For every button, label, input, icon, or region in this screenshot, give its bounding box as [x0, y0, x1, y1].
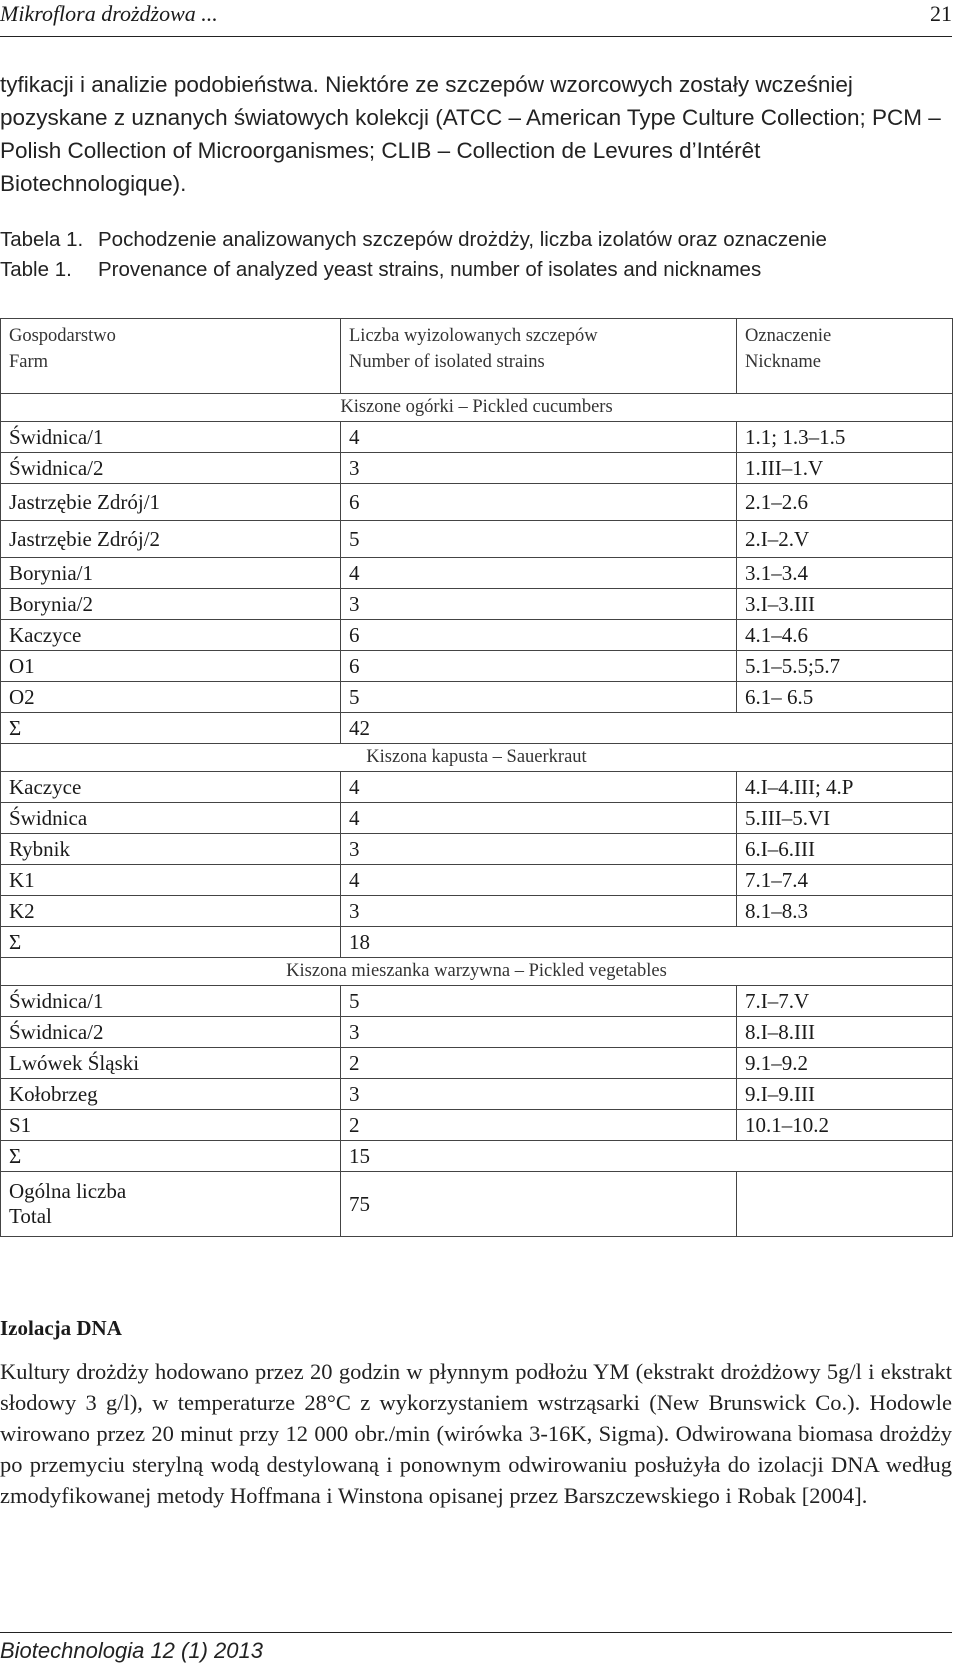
table-row — [1, 620, 953, 651]
cell-farm: Jastrzębie Zdrój/1 — [1, 484, 341, 521]
total-row — [1, 1172, 953, 1237]
sum-empty — [737, 927, 953, 958]
table-row — [1, 1017, 953, 1048]
cell-farm: K1 — [1, 865, 341, 896]
sum-row — [1, 713, 953, 744]
cell-farm: O2 — [1, 682, 341, 713]
cell-farm: Świdnica — [1, 803, 341, 834]
cell-nickname: 9.I–9.III — [737, 1079, 953, 1110]
cell-nickname: 8.1–8.3 — [737, 896, 953, 927]
cell-count: 4 — [341, 865, 737, 896]
table-row — [1, 521, 953, 558]
sum-symbol: Σ — [1, 1141, 341, 1172]
table-row — [1, 986, 953, 1017]
cell-farm: Borynia/1 — [1, 558, 341, 589]
cell-nickname: 7.I–7.V — [737, 986, 953, 1017]
group-header-row — [1, 958, 953, 986]
table-row — [1, 1048, 953, 1079]
table-header-row — [1, 319, 953, 394]
sum-row — [1, 1141, 953, 1172]
cell-count: 5 — [341, 521, 737, 558]
cell-farm: Świdnica/1 — [1, 986, 341, 1017]
header-farm-en: Farm — [9, 352, 49, 372]
total-label-en: Total — [9, 1204, 52, 1228]
cell-count: 4 — [341, 558, 737, 589]
footer-citation: Biotechnologia 12 (1) 2013 — [0, 1638, 263, 1663]
footer-rule — [0, 1632, 952, 1633]
cell-count: 3 — [341, 589, 737, 620]
table-row — [1, 422, 953, 453]
strains-table — [0, 318, 953, 1237]
cell-nickname: 5.1–5.5;5.7 — [737, 651, 953, 682]
cell-farm: K2 — [1, 896, 341, 927]
cell-count: 2 — [341, 1048, 737, 1079]
cell-count: 4 — [341, 422, 737, 453]
caption-text-en: Provenance of analyzed yeast strains, number of isolates and nicknames — [98, 258, 762, 281]
cell-count: 4 — [341, 803, 737, 834]
cell-nickname: 4.1–4.6 — [737, 620, 953, 651]
cell-farm: Kaczyce — [1, 772, 341, 803]
cell-count: 6 — [341, 484, 737, 521]
header-nickname-en: Nickname — [745, 352, 822, 372]
group-title: Kiszona kapusta – Sauerkraut — [1, 744, 953, 772]
running-header — [0, 0, 952, 30]
cell-nickname: 8.I–8.III — [737, 1017, 953, 1048]
table-row — [1, 589, 953, 620]
table-row — [1, 558, 953, 589]
cell-nickname: 6.1– 6.5 — [737, 682, 953, 713]
total-label — [1, 1172, 341, 1237]
cell-count: 5 — [341, 986, 737, 1017]
total-value: 75 — [341, 1172, 737, 1237]
section-heading: Izolacja DNA — [0, 1316, 122, 1340]
sum-empty — [737, 1141, 953, 1172]
cell-nickname: 10.1–10.2 — [737, 1110, 953, 1141]
cell-nickname: 6.I–6.III — [737, 834, 953, 865]
cell-nickname: 2.1–2.6 — [737, 484, 953, 521]
table-row — [1, 803, 953, 834]
cell-count: 3 — [341, 1079, 737, 1110]
table-caption-en — [0, 256, 952, 284]
running-title: Mikroflora drożdżowa ... — [0, 1, 218, 26]
body-paragraph — [0, 1356, 952, 1511]
page-number: 21 — [930, 1, 952, 26]
header-farm — [1, 319, 341, 394]
body-text: Kultury drożdży hodowano przez 20 godzin w płynnym podłożu YM (ekstrakt drożdżowy 5g/l i ekstrakt słodowy 3 g/l), w temperaturze 28°C z wykorzystaniem wstrząsarki (New Brunswick Co.). Hodowle wirowano przez 20 minut przy 12 000 obr./min (wirówka 3-16K, Sigma). Odwirowana biomasa drożdży po przemyciu sterylną wodą destylowaną i ponownym odwirowaniu posłużyła do izolacji DNA według zmodyfikowanej metody Hoffmana i Winstona opisanej przez Barszczewskiego i Robak [2004]. — [0, 1359, 952, 1508]
table-row — [1, 896, 953, 927]
header-nickname-pl: Oznaczenie — [745, 326, 832, 346]
cell-farm: Świdnica/2 — [1, 1017, 341, 1048]
header-nickname — [737, 319, 953, 394]
sum-value: 18 — [341, 927, 737, 958]
cell-count: 5 — [341, 682, 737, 713]
caption-label-pl: Tabela 1. — [0, 228, 84, 251]
cell-farm: Kołobrzeg — [1, 1079, 341, 1110]
header-count — [341, 319, 737, 394]
cell-count: 2 — [341, 1110, 737, 1141]
cell-count: 3 — [341, 1017, 737, 1048]
sum-symbol: Σ — [1, 927, 341, 958]
group-title: Kiszone ogórki – Pickled cucumbers — [1, 394, 953, 422]
table-row — [1, 651, 953, 682]
caption-label-en: Table 1. — [0, 258, 72, 281]
table-row — [1, 772, 953, 803]
total-empty — [737, 1172, 953, 1237]
cell-count: 4 — [341, 772, 737, 803]
cell-nickname: 4.I–4.III; 4.P — [737, 772, 953, 803]
sum-symbol: Σ — [1, 713, 341, 744]
group-header-row — [1, 744, 953, 772]
cell-farm: S1 — [1, 1110, 341, 1141]
sum-value: 42 — [341, 713, 737, 744]
table-row — [1, 865, 953, 896]
cell-nickname: 2.I–2.V — [737, 521, 953, 558]
cell-farm: Świdnica/2 — [1, 453, 341, 484]
cell-farm: Borynia/2 — [1, 589, 341, 620]
header-count-en: Number of isolated strains — [349, 352, 545, 372]
cell-count: 3 — [341, 834, 737, 865]
cell-count: 3 — [341, 453, 737, 484]
cell-nickname: 5.III–5.VI — [737, 803, 953, 834]
cell-nickname: 3.1–3.4 — [737, 558, 953, 589]
table-row — [1, 1110, 953, 1141]
cell-count: 6 — [341, 620, 737, 651]
cell-farm: O1 — [1, 651, 341, 682]
table-row — [1, 484, 953, 521]
total-label-pl: Ogólna liczba — [9, 1179, 127, 1203]
cell-nickname: 1.1; 1.3–1.5 — [737, 422, 953, 453]
header-farm-pl: Gospodarstwo — [9, 326, 116, 346]
cell-nickname: 1.III–1.V — [737, 453, 953, 484]
table-row — [1, 453, 953, 484]
table-row — [1, 1079, 953, 1110]
sum-row — [1, 927, 953, 958]
caption-text-pl: Pochodzenie analizowanych szczepów drożdży, liczba izolatów oraz oznaczenie — [98, 228, 827, 251]
cell-nickname: 3.I–3.III — [737, 589, 953, 620]
group-header-row — [1, 394, 953, 422]
table-caption-pl — [0, 226, 952, 254]
cell-farm: Jastrzębie Zdrój/2 — [1, 521, 341, 558]
cell-nickname: 7.1–7.4 — [737, 865, 953, 896]
header-count-pl: Liczba wyizolowanych szczepów — [349, 326, 598, 346]
intro-text: tyfikacji i analizie podobieństwa. Niektóre ze szczepów wzorcowych zostały wcześniej pozyskane z uznanych światowych kolekcji (ATCC – American Type Culture Collection; PCM – Polish Collection of Microorganismes; CLIB – Collection de Levures d’Intérêt Biotechnologique). — [0, 72, 941, 196]
cell-nickname: 9.1–9.2 — [737, 1048, 953, 1079]
cell-count: 6 — [341, 651, 737, 682]
sum-value: 15 — [341, 1141, 737, 1172]
cell-farm: Lwówek Śląski — [1, 1048, 341, 1079]
table-row — [1, 682, 953, 713]
header-rule — [0, 36, 952, 37]
table-body — [1, 319, 953, 1237]
cell-farm: Świdnica/1 — [1, 422, 341, 453]
sum-empty — [737, 713, 953, 744]
intro-paragraph — [0, 68, 952, 200]
table-row — [1, 834, 953, 865]
cell-farm: Rybnik — [1, 834, 341, 865]
cell-count: 3 — [341, 896, 737, 927]
cell-farm: Kaczyce — [1, 620, 341, 651]
group-title: Kiszona mieszanka warzywna – Pickled vegetables — [1, 958, 953, 986]
